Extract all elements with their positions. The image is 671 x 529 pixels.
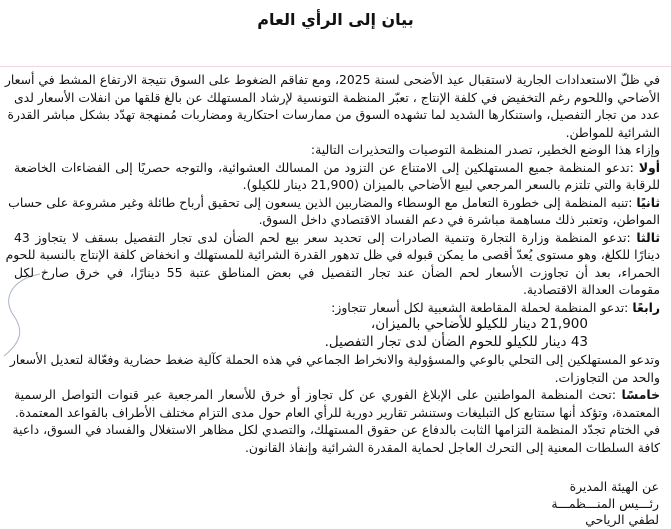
text-line: :تحث المنظمة المواطنين على الإبلاغ الفوري عن كل تجاوز أو خرق للأسعار المرجعية عبر قنوات التواصل الرسمية: [14, 387, 622, 402]
document-body: [4, 71, 660, 456]
item-label: أولا: [638, 159, 660, 175]
text-line: الأضاحي واللحوم رغم التخفيض في كلفة الإنتاج ، تعبّر المنظمة التونسية لإرشاد المستهلك عن بالغ قلقها من انفلات الأسعار لدى: [13, 89, 660, 105]
item-label: ثانيًا: [636, 194, 660, 210]
text-line: والحد من التجاوزات.: [554, 369, 660, 385]
text-line: :تدعو المنظمة وزارة التجارة وتنمية الصادرات إلى تحديد سعر بيع لحم الضأن لدى تجار التفصيل بسقف لا يتجاوز 43: [14, 229, 637, 245]
text-line: عدد من تجار التفصيل، واستنكارها الشديد لما تشهده السوق من ممارسات احتكارية ومضاربات مُمنهجة تهدّد بشكل مباشر القدرة: [7, 107, 660, 122]
signature-block: [549, 479, 659, 529]
price-item: 21,900 دينار للكيلو للأضاحي بالميزان،: [370, 316, 588, 332]
text-line: :تنبه المنظمة إلى خطورة التعامل مع الوسطاء والمضاربين الذين يسعون إلى تحقيق أرباح طائلة وغير مشروعة على حساب: [8, 194, 637, 210]
divider: [0, 66, 671, 67]
text-line: في الختام تجدّد المنظمة التزامها الثابت بالدفاع عن حقوق المستهلك، والتصدي لكل مظاهر الاستغلال والفساد في السوق، داعية: [12, 422, 660, 437]
item-label: خامسًا: [621, 387, 660, 402]
recommendation-second: [8, 194, 660, 229]
text-line: وتدعو المستهلكين إلى التحلي بالوعي والمسؤولية والانخراط الجماعي في هذه الحملة كآلية ضغط حضارية وفعّالة لتعديل الأسعار: [9, 352, 660, 367]
closing-paragraph: [14, 421, 660, 456]
recommendation-first: [14, 159, 660, 194]
text-line: في ظلّ الاستعدادات الجارية لاستقبال عيد الأضحى لسنة 2025، ومع تفاقم الضغوط على السوق نتيجة الارتفاع المشط في أسعار: [4, 72, 660, 87]
text-line: :تدعو المنظمة لحملة المقاطعة الشعبية لكل أسعار تتجاوز:: [331, 299, 633, 315]
text-line: المعتمدة، وتؤكد أنها ستتابع كل التبليغات وستنشر تقارير دورية للرأي العام حول مدى التزام مختلف الأطراف بالقواعد المعتمدة.: [14, 404, 660, 420]
document-title: بيان إلى الرأي العام: [257, 10, 414, 29]
intro-paragraph: [4, 71, 660, 141]
recommendation-fifth: [14, 386, 660, 421]
recommendation-fourth: [9, 299, 660, 387]
text-line: :تدعو المنظمة جميع المستهلكين إلى الامتناع عن التزود من المسالك العشوائية، والتوجه حصريًا إلى الفضاءات الخاضعة: [14, 159, 639, 175]
text-line: كافة السلطات المعنية إلى التحرك العاجل لحماية المقدرة الشرائية وإنفاذ القانون.: [244, 439, 660, 455]
price-item: 43 دينار للكيلو للحوم الضأن لدى تجار التفصيل.: [324, 333, 588, 350]
text-line: مقومات العدالة الاقتصادية.: [522, 282, 660, 297]
signature-role: رئـــيس المنـــظمـــة: [551, 495, 659, 511]
signature-name: لطفي الرياحي: [585, 512, 659, 527]
text-line: الحمراء، بعد أن تجاوزت الأسعار لحم الضأن عند تجار التفصيل في بعض المناطق عتبة 55 دينارًا، في خرق صارخ لكل: [14, 264, 660, 280]
recommendation-third: [5, 229, 660, 299]
text-line: المواطن، وتعتبر ذلك مساهمة مباشرة في دعم الفساد الاقتصادي داخل السوق.: [258, 212, 660, 227]
text-line: دينارًا للكلغ، وهو مستوى يُعدّ أقصى ما يمكن قبوله في ظل تدهور القدرة الشرائية للمستهلك و انخفاض كلفة الإنتاج بالنسبة للحوم: [5, 247, 660, 262]
item-label: ثالثا: [636, 229, 660, 245]
text-line: الشرائية للمواطن.: [565, 124, 660, 140]
signature-org: عن الهيئة المديرة: [569, 479, 659, 494]
item-label: رابعًا: [632, 299, 660, 315]
lead-paragraph: وإزاء هذا الوضع الخطير، تصدر المنظمة التوصيات والتحذيرات التالية:: [310, 142, 660, 157]
text-line: للرقابة والتي تلتزم بالسعر المرجعي لبيع الأضاحي بالميزان (21,900 دينار للكيلو).: [242, 177, 660, 192]
